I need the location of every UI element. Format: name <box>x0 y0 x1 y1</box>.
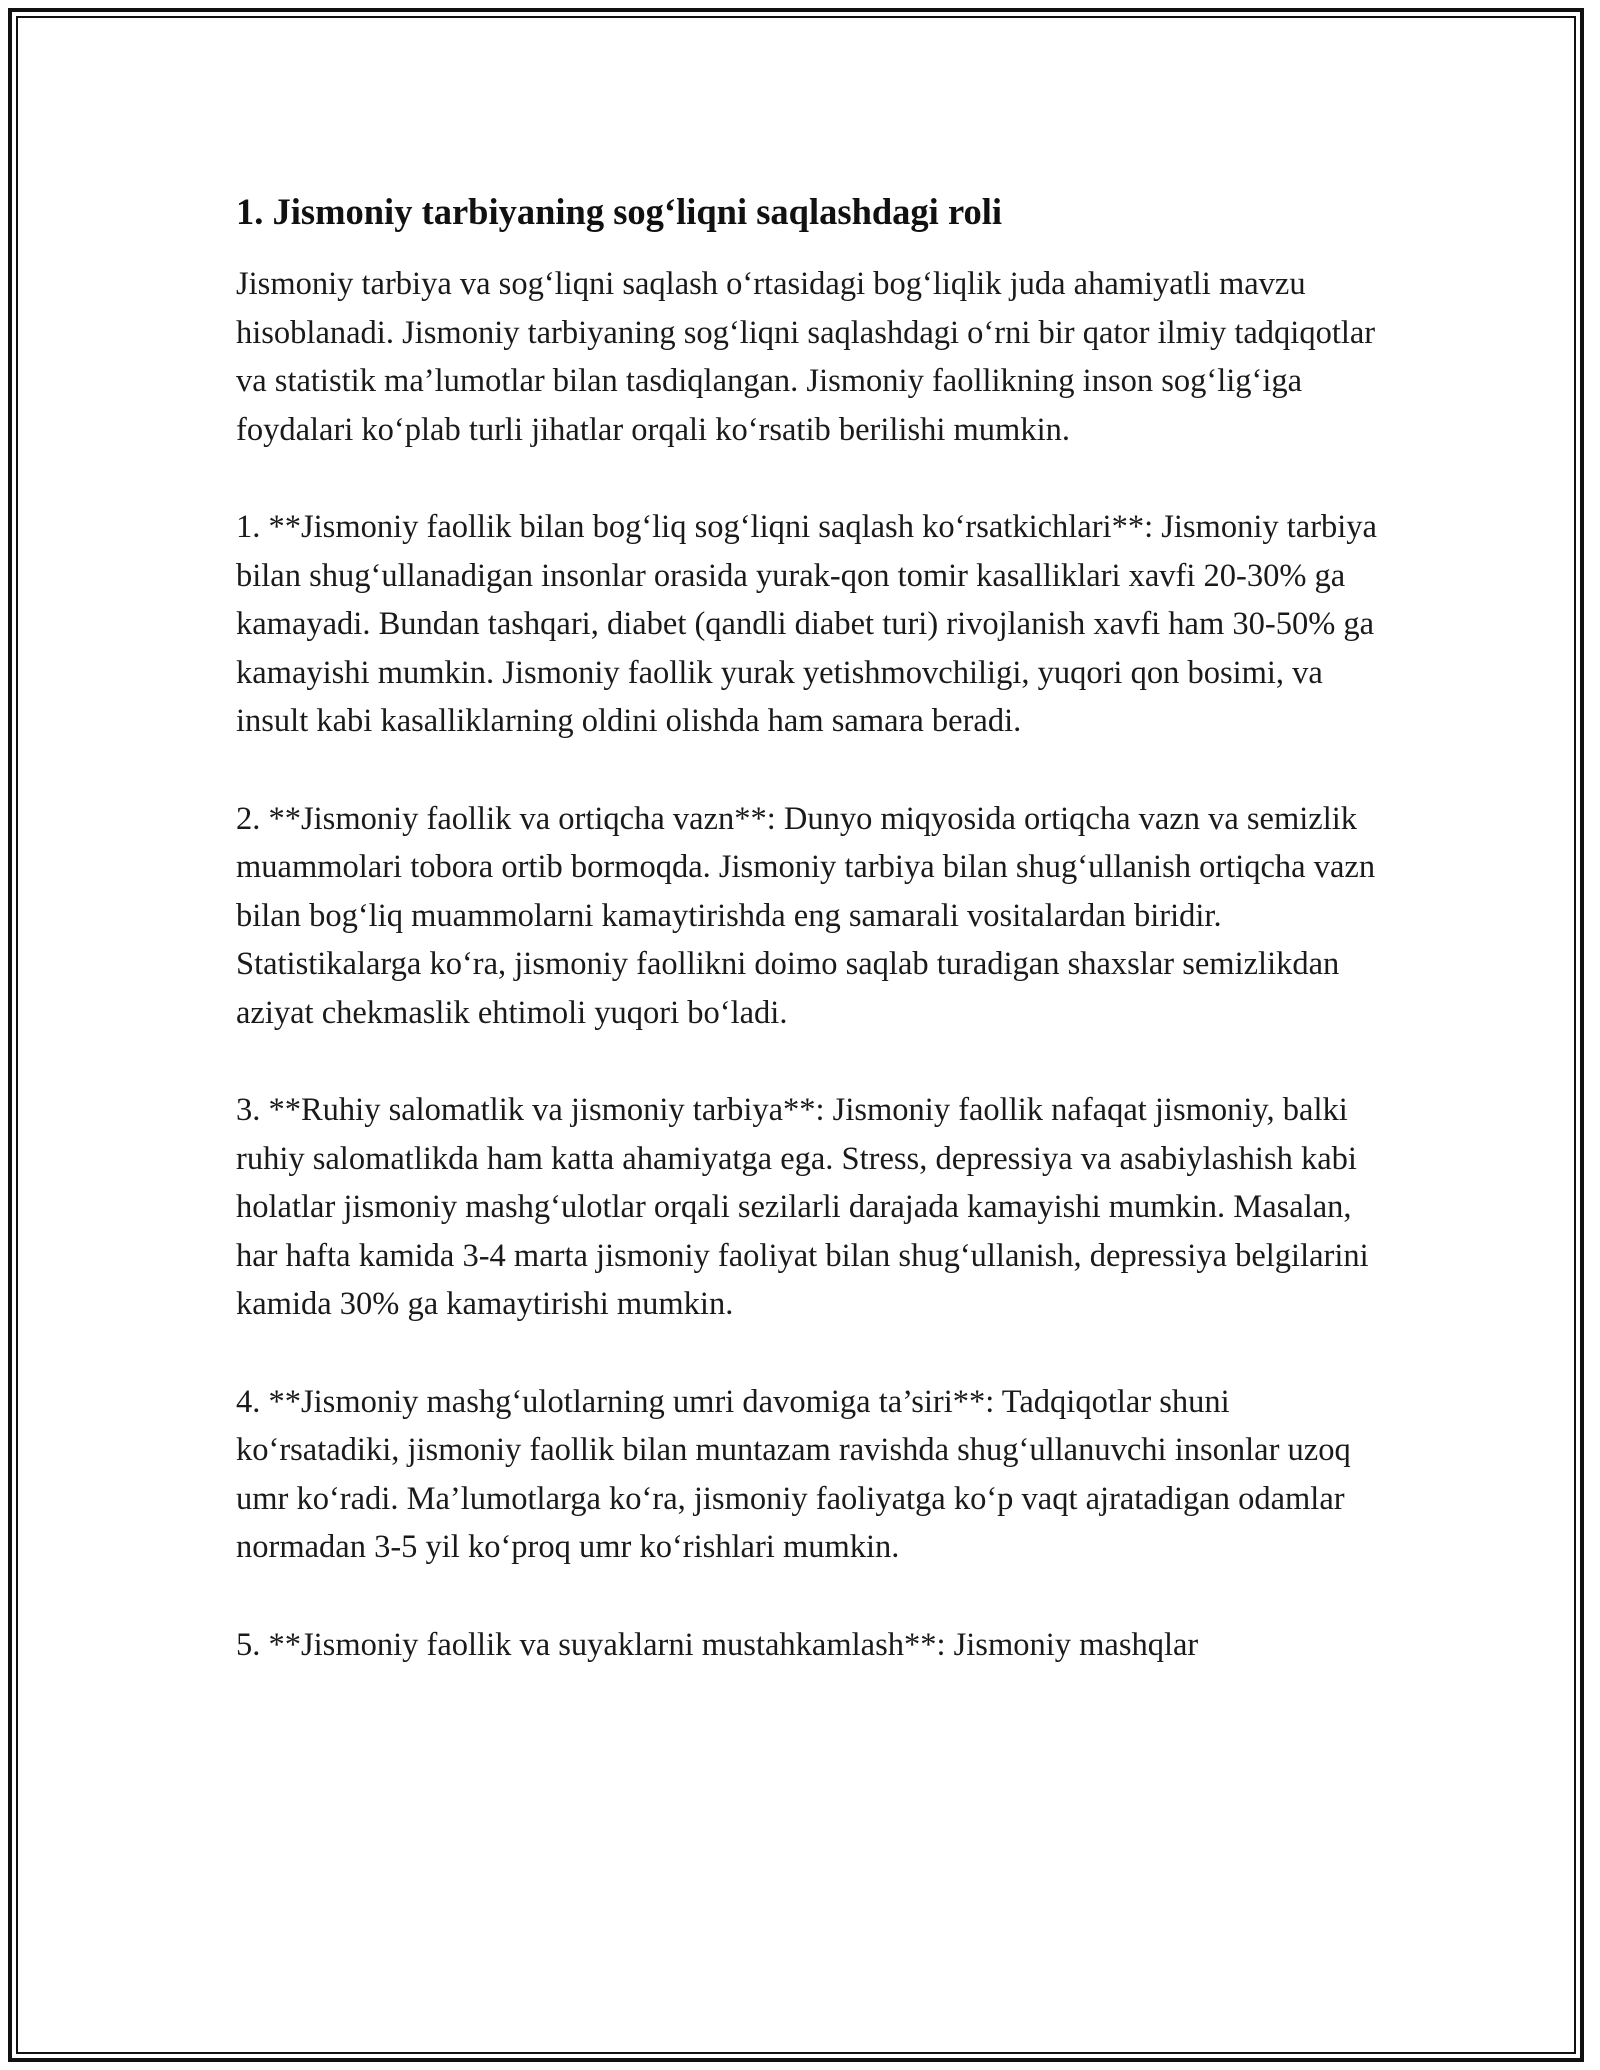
paragraph-item-4: 4. **Jismoniy mashg‘ulotlarning umri davomiga ta’siri**: Tadqiqotlar shuni ko‘rsatadiki, jismoniy faollik bilan muntazam ravishda shug‘ullanuvchi insonlar uzoq umr ko‘radi. Ma’lumotlarga ko‘ra, jismoniy faoliyatga ko‘p vaqt ajratadigan odamlar normadan 3-5 yil ko‘proq umr ko‘rishlari mumkin. <box>236 1383 1351 1565</box>
paragraph-item-2: 2. **Jismoniy faollik va ortiqcha vazn**: Dunyo miqyosida ortiqcha vazn va semizlik muammolari tobora ortib bormoqda. Jismoniy tarbiya bilan shug‘ullanish ortiqcha vazn bilan bog‘liq muammolarni kamaytirishda eng samarali vositalardan biridir. Statistikalarga ko‘ra, jismoniy faollikni doimo saqlab turadigan shaxslar semizlikdan aziyat chekmaslik ehtimoli yuqori bo‘ladi. <box>236 800 1376 1031</box>
paragraph-intro: Jismoniy tarbiya va sog‘liqni saqlash o‘rtasidagi bog‘liqlik juda ahamiyatli mavzu hisoblanadi. Jismoniy tarbiyaning sog‘liqni saqlashdagi o‘rni bir qator ilmiy tadqiqotlar va statistik ma’lumotlar bilan tasdiqlangan. Jismoniy faollikning inson sog‘lig‘iga foydalari ko‘plab turli jihatlar orqali ko‘rsatib berilishi mumkin. <box>236 266 1376 448</box>
document-body <box>236 186 1386 1669</box>
paragraph-item-5: 5. **Jismoniy faollik va suyaklarni mustahkamlash**: Jismoniy mashqlar <box>236 1626 1199 1663</box>
section-heading: 1. Jismoniy tarbiyaning sog‘liqni saqlashdagi roli <box>236 191 1003 232</box>
paragraph-item-1: 1. **Jismoniy faollik bilan bog‘liq sog‘liqni saqlash ko‘rsatkichlari**: Jismoniy tarbiya bilan shug‘ullanadigan insonlar orasida yurak-qon tomir kasalliklari xavfi 20-30% ga kamayadi. Bundan tashqari, diabet (qandli diabet turi) rivojlanish xavfi ham 30-50% ga kamayishi mumkin. Jismoniy faollik yurak yetishmovchiligi, yuqori qon bosimi, va insult kabi kasalliklarning oldini olishda ham samara beradi. <box>236 509 1377 739</box>
paragraph-item-3: 3. **Ruhiy salomatlik va jismoniy tarbiya**: Jismoniy faollik nafaqat jismoniy, balki ruhiy salomatlikda ham katta ahamiyatga ega. Stress, depressiya va asabiylashish kabi holatlar jismoniy mashg‘ulotlar orqali sezilarli darajada kamayishi mumkin. Masalan, har hafta kamida 3-4 marta jismoniy faoliyat bilan shug‘ullanish, depressiya belgilarini kamida 30% ga kamaytirishi mumkin. <box>236 1092 1369 1322</box>
